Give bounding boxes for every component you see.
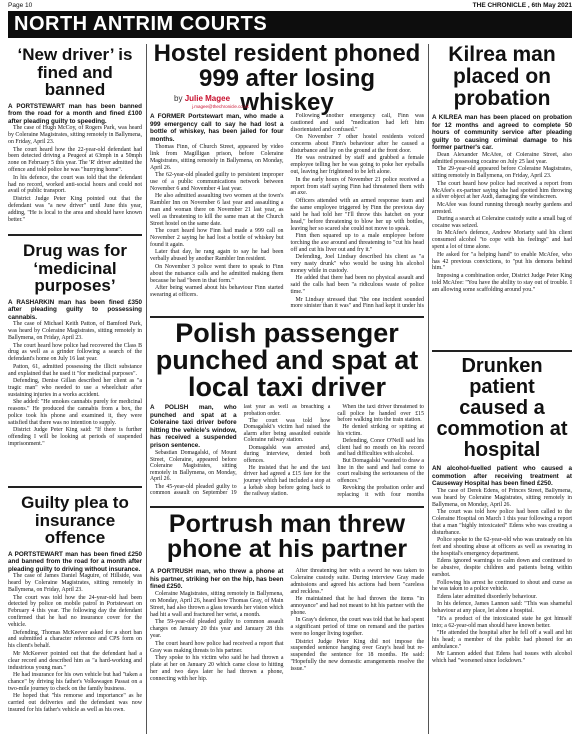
publication-date: THE CHRONICLE , 6th May 2021: [472, 2, 572, 9]
paragraph: District Judge Peter King pointed out that the defendant was "a new driver" until June this year, adding, "He is local to the area and should have known better.": [8, 195, 142, 223]
paragraph: The court heard how police had recovered the Class B drug as well as a grinder following a search of the defendant's home on July 16 last year.: [8, 342, 142, 363]
article-body: [8, 125, 142, 223]
paragraph: The court heard how Finn had made a 999 call on November 2 saying he had lost a bottle of whiskey but found it again.: [150, 228, 284, 249]
paragraph: He asked for "a helping hand" to enable McAfee, who has 42 previous convictions, to "put his demons behind him.": [432, 251, 572, 272]
paragraph: Revoking the probation order and replacing it with four months: [337, 485, 424, 498]
paragraph: Mr Lindsay stressed that "the one incident sounded more sinister than it was" and Finn had kept it under his: [290, 296, 424, 310]
paragraph: The court was told how the 24-year-old had been detected by police on mobile patrol in Portstewart on February 4 this year. The following day the defendant confirmed that he had no insurance cover for the vehicle.: [8, 594, 142, 629]
standfirst: A PORTSTEWART man has been fined £250 and banned from the road for a month after pleading guilty to driving without insurance.: [8, 550, 142, 573]
headline: Drug was for ‘medicinal purposes’: [23, 241, 127, 295]
paragraph: The court heard how the 22-year-old defendant had been detected driving a Peugeot at 63mph in a 50mph zone on February 5 this year. The 'R' driver admitted the offence and told police he was "hurrying home".: [8, 146, 142, 174]
paragraph: Thomas Finn, of Church Street, appeared by video link from Magilligan prison, before Coleraine Magistrates, sitting remotely in Ballymena, on Monday, April 26.: [150, 143, 284, 171]
paragraph: He denied striking or spitting at his victim.: [337, 424, 424, 437]
paragraph: Patton, 61, admitted possessing the illicit substance and explained that he used it "for medicinal purposes".: [8, 363, 142, 377]
paragraph: Sebastian Domagalski, of Mount Street, Coleraine, appeared before Coleraine Magistrates, sitting remotely in Ballymena, on Monday, April 26.: [150, 450, 237, 483]
paragraph: Finn then squared up to a male employee before torching the axe around and threatening to "cut his head off and cut his liver out and fry it.": [290, 232, 424, 253]
divider: [150, 506, 424, 508]
story-insurance: [8, 494, 142, 714]
paragraph: He had insurance for his own vehicle but had "taken a chance" by driving his father's Volkswagen Passat on a two-mile journey to check on the family business.: [8, 671, 142, 692]
paragraph: "He attended the hospital after he fell off a wall and hit his head; a member of the public had phoned for an ambulance.": [432, 629, 572, 650]
article-body: [8, 573, 142, 714]
paragraph: "It's a product of the intoxicated state he got himself into; a 62-year-old man should have known better.: [432, 615, 572, 629]
paragraph: Following his arrest he continued to shout and curse as he was taken to a police vehicle.: [432, 579, 572, 593]
paragraph: Officers attended with an armed response team and the same employee triggered by Finn the previous day said he had told her "I'll throw this hatchet on your head," before threatening to blow her up with bottles, leaving her so scared she could not move to speak.: [290, 197, 424, 232]
story-polish-body: [150, 404, 424, 502]
byline-name: Julie Magee: [184, 94, 231, 103]
standfirst: A RASHARKIN man has been fined £350 after pleading guilty to possessing cannabis.: [8, 298, 142, 321]
paragraph: In his defence, James Lannon said: "This was shameful behaviour at any place, let alone a hospital.: [432, 601, 572, 615]
column-rule: [428, 44, 429, 734]
byline: [174, 94, 230, 103]
paragraph: In Gray's defence, the court was told that he had spent a significant period of time on remand and the parties were no longer living together.: [290, 617, 424, 638]
article-body: [150, 404, 424, 502]
paragraph: The court was told how police had been called to the Coleraine Hospital on March 1 this year following a report that a man "highly intoxicated" Edens who was creating a disturbance.: [432, 509, 572, 536]
paragraph: District Judge Peter King said: "If there is further offending I will be looking at periods of suspended imprisonment.": [8, 427, 142, 448]
paragraph: Police spoke to the 62-year-old who was unsteady on his feet and shouting abuse at officers as well as swearing in the hospital's emergency department.: [432, 537, 572, 557]
section-banner: NORTH ANTRIM COURTS: [8, 11, 572, 38]
standfirst: A PORTSTEWART man has been banned from the road for a month and fined £100 after pleading guilty to speeding.: [8, 102, 142, 125]
standfirst: A FORMER Portstewart man, who made a 999 emergency call to say he had lost a bottle of whiskey, has been jailed for four months.: [150, 113, 284, 143]
paragraph: Coleraine Magistrates, sitting remotely in Ballymena, on Monday, April 26, heard how Thomas Gray, of Main Street, had also thrown a glass towards her vision which had hit a wall and fractured her wrist, a month.: [150, 591, 284, 618]
story-new-driver: [8, 46, 142, 224]
paragraph: Defending, Conor O'Neill said his client had no mouth on his record and had difficulties with alcohol.: [337, 437, 424, 458]
story-hostel-body: [150, 113, 424, 313]
standfirst: A POLISH man, who punched and spat at a Coleraine taxi driver before hitting the vehicle's window, has received a suspended prison sentence.: [150, 404, 237, 449]
divider: [8, 486, 142, 488]
paragraph: The court was told how Domagalski's victim had raised the alarm after being assaulted outside Coleraine railway station.: [243, 417, 331, 444]
paragraph: Imposing a combination order, District Judge Peter King told McAfee: "You have the ability to stay out of trouble. I am allowing some scaffolding around you.": [432, 272, 572, 293]
paragraph: The court heard how police had received a report that Gray was making threats to his partner.: [150, 640, 284, 654]
paragraph: Mr Lannon added that Edens had issues with alcohol which had "worsened since lockdown.": [432, 651, 572, 665]
paragraph: They spoke to his victim who said he had thrown a plate at her on January 20 which came close to hitting her and two days later he had thrown a phone, connecting with her hip.: [150, 654, 284, 682]
paragraph: He hoped that "his remorse and importance" as he carried out deliveries and the defendant was now insured for his father's vehicle as well as his own.: [8, 693, 142, 713]
headline: Hostel resident phoned 999 after losing whiskey: [153, 40, 421, 116]
paragraph: In the early hours of November 21 police received a report from staff saying Finn had threatened them with an axe.: [290, 176, 424, 197]
story-portrush-body: [150, 568, 424, 734]
paragraph: He also admitted assaulting two women at the town's Rambler Inn on November 6 last year and assaulting a man and woman there on November 21 last year, as well as threatening to kill the same man at the Church Street hostel on the same date.: [150, 193, 284, 227]
article-body: [8, 321, 142, 448]
divider: [8, 234, 142, 236]
paragraph: After being warned about his behaviour Finn started swearing at officers.: [150, 285, 284, 298]
headline: Guilty plea to insurance offence: [21, 493, 129, 547]
paragraph: After threatening her with a sword he was taken to Coleraine custody suite. During interview Gray made admissions and agreed his actions had been "careless and reckless.": [290, 568, 424, 595]
paragraph: In his defence, the court was told that the defendant had no record, worked anti-social hours and could not avail of public transport.: [8, 174, 142, 195]
story-portrush: [150, 512, 424, 562]
paragraph: He was restrained by staff and grabbed a female employee telling her he was going to poke her eyeballs out, leaving her frightened to be left alone.: [290, 155, 424, 176]
story-drug: [8, 242, 142, 449]
paragraph: Defending, Joel Lindsay described his client as "a very nasty drunk" who would be using his alcohol money while in custody.: [290, 254, 424, 274]
article-body: [150, 113, 424, 313]
paragraph: Mr McKeever pointed out that the defendant had a clear record and described him as "a hard-working and industrious young man.": [8, 650, 142, 671]
headline: Polish passenger punched and spat at local taxi driver: [155, 318, 419, 402]
paragraph: When the taxi driver threatened to call police he handed over £15 before walking into the train station.: [337, 404, 424, 424]
story-polish: [150, 320, 424, 401]
headline: Portrush man threw phone at his partner: [166, 510, 408, 563]
paragraph: During a search at Coleraine custody suite a small bag of cocaine was seized.: [432, 216, 572, 230]
standfirst: AN alcohol-fuelled patient who caused a commotion after receiving treatment at Causeway Hospital has been fined £250.: [432, 465, 572, 488]
article-body: [150, 568, 424, 734]
paragraph: The 29-year-old appeared before Coleraine Magistrates, sitting remotely in Ballymena, on Friday, April 23.: [432, 166, 572, 180]
paragraph: But Domagalski "wanted to draw a line in the sand and had come to court realising the seriousness of the offences.": [337, 458, 424, 485]
story-drunken: [432, 356, 572, 693]
paragraph: On November 7 other hostel residents voiced concerns about Finn's behaviour after he caused a disturbance and lay on the ground at the front door.: [290, 134, 424, 155]
paragraph: In McAfee's defence, Andrew Moriarty said his client consumed alcohol "to cope with his feelings" and had spent a lot of time alone.: [432, 230, 572, 251]
paragraph: Domagalski was arrested and, during interview, denied both offences.: [243, 444, 331, 464]
headline: Kilrea man placed on probation: [448, 43, 556, 110]
standfirst: A KILREA man has been placed on probation for 12 months and agreed to complete 50 hours of community service after pleading guilty to causing criminal damage to his former partner's car.: [432, 114, 572, 152]
paragraph: Edens later admitted disorderly behaviour.: [437, 593, 537, 600]
headline: Drunken patient caused a commotion at hospital: [436, 355, 568, 461]
story-kilrea: [432, 44, 572, 382]
paragraph: The case of Michael Keith Patton, of Bamford Park, was heard by Coleraine Magistrates, sitting remotely in Ballymena, on Friday, April 23.: [8, 321, 142, 342]
page-header: [8, 2, 572, 11]
paragraph: Later that day, he rang again to say he had been verbally abused by another Rambler Inn resident.: [150, 249, 284, 263]
divider: [432, 350, 572, 352]
paragraph: Following another emergency call, Finn was cautioned and said "medication had left him disorientated and confused.": [290, 113, 424, 133]
paragraph: The 45-year-old pleaded guilty to common assault on September 19 last year as well as breaching a probation order.: [150, 404, 331, 497]
paragraph: He maintained that he had thrown the items "in annoyance" and had not meant to hit his partner with the phone.: [290, 596, 424, 616]
paragraph: He insisted that he and the taxi driver had agreed a £15 fare for the journey which had included a stop at a kebab shop before going back to the railway station.: [243, 464, 331, 498]
paragraph: She added: "He smokes cannabis purely for medicinal reasons." He produced the cannabis from a box, the police took his phone and examined it, they were satisfied that there was no intention to supply.: [8, 399, 142, 426]
paragraph: Edens ignored warnings to calm down and continued to be abusive, despite children and patients being within earshot.: [432, 558, 572, 579]
headline: ‘New driver’ is fined and banned: [17, 45, 133, 99]
column-rule: [146, 44, 147, 734]
article-body: [432, 152, 572, 382]
article-body: [432, 488, 572, 693]
paragraph: The case of James Daniel Maguire, of Hillside, was heard by Coleraine Magistrates, sitting remotely in Ballymena, on Friday, April 23.: [8, 573, 142, 594]
paragraph: The 62-year-old pleaded guilty to persistent improper use of a public communications network between November 6 and November 4 last year.: [150, 172, 284, 192]
paragraph: Defending, Thomas McKeever asked for a short ban and submitted a character reference and CPS form on his client's behalf.: [8, 629, 142, 650]
paragraph: Dean Alexander McAfee, of Coleraine Street, also admitted possessing cocaine on July 25 last year.: [432, 151, 572, 165]
paragraph: He added that there had been no physical assault and said the calls had been "a ridiculous waste of police time.": [290, 275, 424, 296]
paragraph: The case of Derek Edens, of Princes Street, Ballymena, was heard by Coleraine Magistrates, sitting remotely in Ballymena, on Monday, April 26.: [432, 487, 572, 508]
paragraph: The court heard how police had received a report from McAfee's ex-partner saying she had spotted him throwing a silver object at her Audi, damaging the windscreen.: [432, 180, 572, 201]
paragraph: District Judge Peter King did not impose the suspended sentence hanging over Gray's head but re-suspended the sentence for 18 months. He said: "Hopefully the new domestic arrangements resolve the issue.": [290, 638, 424, 673]
paragraph: McAfee was found running through nearby gardens and arrested.: [432, 201, 572, 215]
paragraph: On November 3 police went there to speak to Finn about the nuisance calls and he admitted making them because he had "been in that form.": [150, 263, 284, 284]
byline-prefix: by: [174, 94, 183, 103]
paragraph: The 59-year-old pleaded guilty to common assault charges on January 20 this year and January 28 this year.: [150, 619, 284, 640]
paragraph: Defending, Denise Gillan described her client as "a tragic man" who needed to use a wheelchair after sustaining injuries in a works accident.: [8, 378, 142, 398]
paragraph: The case of Hugh McCoy, of Rogers Park, was heard by Coleraine Magistrates, sitting remotely in Ballymena, on Friday, April 23.: [8, 125, 142, 146]
page-number: Page 10: [8, 2, 33, 9]
byline-email[interactable]: j.magee@thechronicle.co.uk: [192, 104, 249, 109]
standfirst: A PORTRUSH man, who threw a phone at his partner, striking her on the hip, has been fined £250.: [150, 568, 284, 591]
